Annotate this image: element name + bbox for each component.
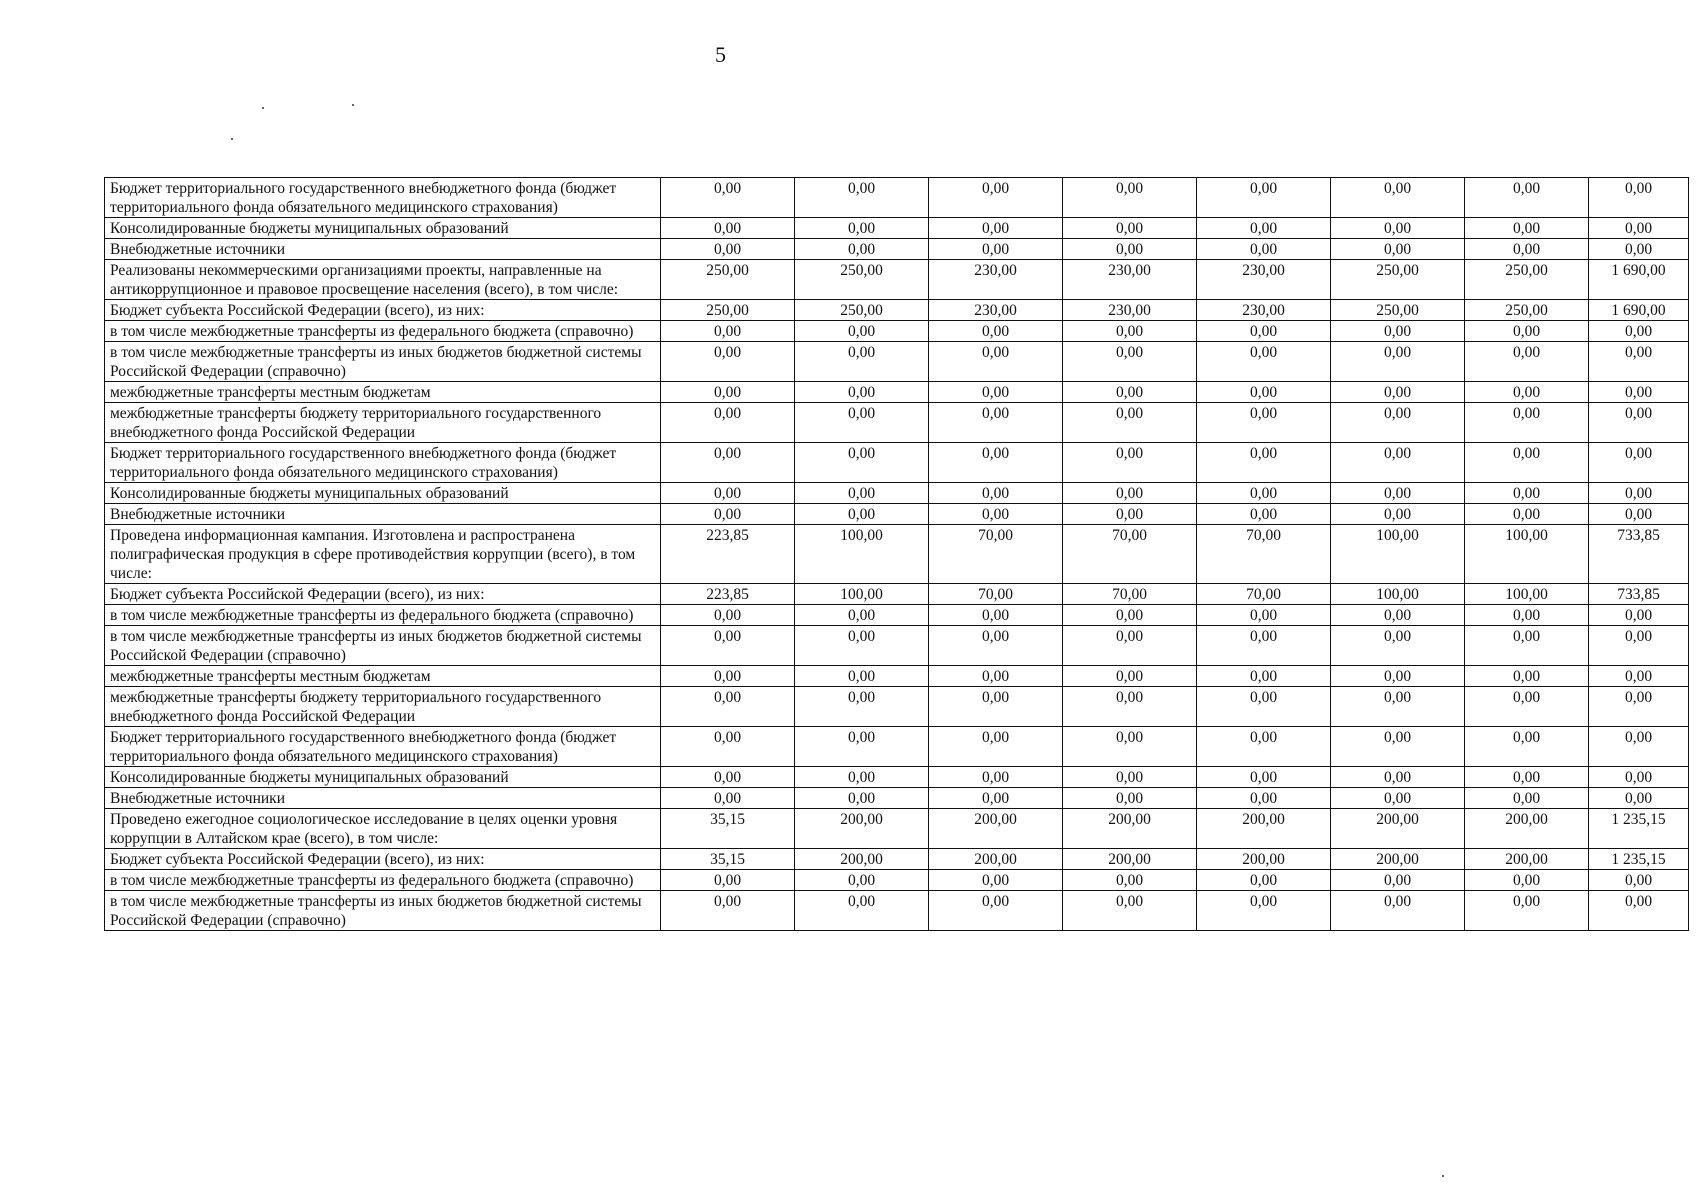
value-cell: 0,00 <box>1063 178 1197 218</box>
value-cell: 250,00 <box>795 300 929 321</box>
table-row <box>105 382 1689 403</box>
scan-speck <box>1442 1175 1444 1177</box>
value-cell: 0,00 <box>1331 605 1465 626</box>
row-label: в том числе межбюджетные трансферты из федерального бюджета (справочно) <box>105 605 661 626</box>
value-cell: 0,00 <box>1197 443 1331 483</box>
value-cell: 0,00 <box>1331 767 1465 788</box>
value-cell: 0,00 <box>1589 870 1689 891</box>
value-cell: 250,00 <box>661 300 795 321</box>
table-row <box>105 809 1689 849</box>
value-cell: 0,00 <box>1589 504 1689 525</box>
value-cell: 0,00 <box>1063 891 1197 931</box>
value-cell: 0,00 <box>1197 626 1331 666</box>
table-body <box>105 178 1689 931</box>
value-cell: 0,00 <box>929 321 1063 342</box>
table-row <box>105 403 1689 443</box>
value-cell: 0,00 <box>661 605 795 626</box>
value-cell: 0,00 <box>795 727 929 767</box>
value-cell: 0,00 <box>795 605 929 626</box>
row-label: Консолидированные бюджеты муниципальных образований <box>105 483 661 504</box>
value-cell: 0,00 <box>1589 321 1689 342</box>
value-cell: 0,00 <box>1465 342 1589 382</box>
row-label: Внебюджетные источники <box>105 788 661 809</box>
value-cell: 0,00 <box>929 687 1063 727</box>
row-label: Консолидированные бюджеты муниципальных образований <box>105 767 661 788</box>
table-row <box>105 767 1689 788</box>
value-cell: 0,00 <box>1589 666 1689 687</box>
value-cell: 0,00 <box>1465 687 1589 727</box>
budget-table <box>104 177 1689 931</box>
value-cell: 0,00 <box>795 178 929 218</box>
value-cell: 0,00 <box>1331 382 1465 403</box>
table-row <box>105 300 1689 321</box>
value-cell: 0,00 <box>795 870 929 891</box>
value-cell: 0,00 <box>1589 605 1689 626</box>
value-cell: 200,00 <box>929 809 1063 849</box>
value-cell: 0,00 <box>661 321 795 342</box>
value-cell: 0,00 <box>1063 342 1197 382</box>
value-cell: 0,00 <box>661 239 795 260</box>
value-cell: 0,00 <box>795 687 929 727</box>
value-cell: 0,00 <box>1063 239 1197 260</box>
value-cell: 0,00 <box>1465 403 1589 443</box>
row-label: Бюджет субъекта Российской Федерации (всего), из них: <box>105 584 661 605</box>
value-cell: 0,00 <box>795 218 929 239</box>
value-cell: 0,00 <box>929 666 1063 687</box>
table-row <box>105 584 1689 605</box>
value-cell: 200,00 <box>1465 849 1589 870</box>
value-cell: 200,00 <box>1063 809 1197 849</box>
value-cell: 0,00 <box>1465 178 1589 218</box>
value-cell: 0,00 <box>661 382 795 403</box>
value-cell: 0,00 <box>661 687 795 727</box>
value-cell: 0,00 <box>1331 626 1465 666</box>
value-cell: 0,00 <box>795 443 929 483</box>
table-row <box>105 483 1689 504</box>
value-cell: 0,00 <box>929 626 1063 666</box>
value-cell: 250,00 <box>1331 300 1465 321</box>
value-cell: 0,00 <box>661 626 795 666</box>
value-cell: 0,00 <box>1197 218 1331 239</box>
value-cell: 0,00 <box>1063 605 1197 626</box>
value-cell: 0,00 <box>1331 870 1465 891</box>
table-row <box>105 605 1689 626</box>
value-cell: 250,00 <box>1465 260 1589 300</box>
page-number: 5 <box>715 42 726 67</box>
value-cell: 0,00 <box>1197 891 1331 931</box>
value-cell: 0,00 <box>1331 788 1465 809</box>
value-cell: 0,00 <box>1465 870 1589 891</box>
value-cell: 0,00 <box>795 321 929 342</box>
value-cell: 0,00 <box>1331 443 1465 483</box>
value-cell: 230,00 <box>929 300 1063 321</box>
value-cell: 0,00 <box>1589 687 1689 727</box>
value-cell: 0,00 <box>1197 727 1331 767</box>
table-row <box>105 870 1689 891</box>
value-cell: 200,00 <box>795 849 929 870</box>
value-cell: 0,00 <box>1197 483 1331 504</box>
value-cell: 0,00 <box>1331 687 1465 727</box>
value-cell: 0,00 <box>929 239 1063 260</box>
value-cell: 223,85 <box>661 584 795 605</box>
table-row <box>105 727 1689 767</box>
table-row <box>105 321 1689 342</box>
value-cell: 0,00 <box>1331 403 1465 443</box>
value-cell: 0,00 <box>1465 239 1589 260</box>
value-cell: 0,00 <box>1589 403 1689 443</box>
value-cell: 35,15 <box>661 809 795 849</box>
value-cell: 0,00 <box>1465 626 1589 666</box>
value-cell: 0,00 <box>1197 767 1331 788</box>
value-cell: 0,00 <box>1589 767 1689 788</box>
value-cell: 0,00 <box>661 218 795 239</box>
value-cell: 0,00 <box>795 382 929 403</box>
value-cell: 250,00 <box>1331 260 1465 300</box>
value-cell: 0,00 <box>1063 788 1197 809</box>
row-label: межбюджетные трансферты бюджету территориального государственного внебюджетного фонда Российской Федерации <box>105 403 661 443</box>
value-cell: 0,00 <box>1197 403 1331 443</box>
value-cell: 70,00 <box>1063 584 1197 605</box>
value-cell: 1 690,00 <box>1589 300 1689 321</box>
value-cell: 0,00 <box>929 483 1063 504</box>
value-cell: 100,00 <box>1465 525 1589 584</box>
value-cell: 0,00 <box>661 870 795 891</box>
value-cell: 0,00 <box>1063 443 1197 483</box>
value-cell: 0,00 <box>661 727 795 767</box>
value-cell: 200,00 <box>1063 849 1197 870</box>
row-label: в том числе межбюджетные трансферты из федерального бюджета (справочно) <box>105 870 661 891</box>
value-cell: 100,00 <box>1331 584 1465 605</box>
value-cell: 0,00 <box>929 891 1063 931</box>
value-cell: 0,00 <box>1063 321 1197 342</box>
value-cell: 0,00 <box>1331 178 1465 218</box>
value-cell: 0,00 <box>1063 727 1197 767</box>
value-cell: 0,00 <box>1331 342 1465 382</box>
value-cell: 0,00 <box>795 891 929 931</box>
value-cell: 0,00 <box>1063 382 1197 403</box>
value-cell: 0,00 <box>1331 504 1465 525</box>
row-label: Реализованы некоммерческими организациями проекты, направленные на антикоррупционное и правовое просвещение населения (всего), в том числе: <box>105 260 661 300</box>
value-cell: 0,00 <box>1465 605 1589 626</box>
value-cell: 70,00 <box>1197 525 1331 584</box>
value-cell: 0,00 <box>1331 239 1465 260</box>
value-cell: 0,00 <box>661 891 795 931</box>
value-cell: 0,00 <box>1063 870 1197 891</box>
row-label: Внебюджетные источники <box>105 239 661 260</box>
value-cell: 230,00 <box>1063 300 1197 321</box>
value-cell: 100,00 <box>1465 584 1589 605</box>
value-cell: 0,00 <box>929 788 1063 809</box>
value-cell: 0,00 <box>1197 504 1331 525</box>
table-row <box>105 218 1689 239</box>
value-cell: 0,00 <box>1589 218 1689 239</box>
value-cell: 100,00 <box>795 584 929 605</box>
value-cell: 0,00 <box>1589 891 1689 931</box>
value-cell: 0,00 <box>1589 483 1689 504</box>
value-cell: 0,00 <box>1063 687 1197 727</box>
value-cell: 200,00 <box>1465 809 1589 849</box>
table-row <box>105 504 1689 525</box>
value-cell: 0,00 <box>795 239 929 260</box>
value-cell: 0,00 <box>1331 666 1465 687</box>
value-cell: 200,00 <box>1331 849 1465 870</box>
value-cell: 0,00 <box>661 666 795 687</box>
value-cell: 0,00 <box>1465 767 1589 788</box>
scan-speck <box>352 104 354 106</box>
row-label: Бюджет субъекта Российской Федерации (всего), из них: <box>105 300 661 321</box>
value-cell: 0,00 <box>1197 666 1331 687</box>
value-cell: 0,00 <box>929 342 1063 382</box>
value-cell: 0,00 <box>1331 483 1465 504</box>
value-cell: 0,00 <box>1331 727 1465 767</box>
table-row <box>105 260 1689 300</box>
value-cell: 200,00 <box>795 809 929 849</box>
table-row <box>105 891 1689 931</box>
value-cell: 230,00 <box>1063 260 1197 300</box>
value-cell: 0,00 <box>1197 342 1331 382</box>
value-cell: 0,00 <box>1589 443 1689 483</box>
value-cell: 70,00 <box>1063 525 1197 584</box>
value-cell: 733,85 <box>1589 584 1689 605</box>
value-cell: 0,00 <box>1465 321 1589 342</box>
value-cell: 0,00 <box>795 342 929 382</box>
value-cell: 0,00 <box>1063 218 1197 239</box>
value-cell: 250,00 <box>661 260 795 300</box>
value-cell: 230,00 <box>1197 300 1331 321</box>
scan-speck <box>262 107 264 109</box>
value-cell: 0,00 <box>1465 727 1589 767</box>
value-cell: 200,00 <box>929 849 1063 870</box>
value-cell: 70,00 <box>929 525 1063 584</box>
value-cell: 0,00 <box>1465 483 1589 504</box>
table-row <box>105 342 1689 382</box>
value-cell: 0,00 <box>929 443 1063 483</box>
value-cell: 0,00 <box>795 483 929 504</box>
value-cell: 0,00 <box>1063 666 1197 687</box>
value-cell: 0,00 <box>661 403 795 443</box>
value-cell: 0,00 <box>661 788 795 809</box>
value-cell: 100,00 <box>1331 525 1465 584</box>
value-cell: 0,00 <box>661 504 795 525</box>
value-cell: 0,00 <box>1063 403 1197 443</box>
value-cell: 0,00 <box>1197 788 1331 809</box>
value-cell: 230,00 <box>929 260 1063 300</box>
value-cell: 0,00 <box>929 504 1063 525</box>
value-cell: 1 690,00 <box>1589 260 1689 300</box>
table-row <box>105 788 1689 809</box>
value-cell: 0,00 <box>661 767 795 788</box>
value-cell: 0,00 <box>929 870 1063 891</box>
value-cell: 0,00 <box>1465 666 1589 687</box>
row-label: в том числе межбюджетные трансферты из иных бюджетов бюджетной системы Российской Федерации (справочно) <box>105 626 661 666</box>
value-cell: 0,00 <box>1589 727 1689 767</box>
row-label: в том числе межбюджетные трансферты из иных бюджетов бюджетной системы Российской Федерации (справочно) <box>105 891 661 931</box>
value-cell: 0,00 <box>1197 687 1331 727</box>
value-cell: 0,00 <box>929 178 1063 218</box>
value-cell: 0,00 <box>1465 443 1589 483</box>
value-cell: 0,00 <box>1197 321 1331 342</box>
value-cell: 0,00 <box>1465 382 1589 403</box>
value-cell: 0,00 <box>795 626 929 666</box>
value-cell: 223,85 <box>661 525 795 584</box>
value-cell: 0,00 <box>1589 342 1689 382</box>
value-cell: 1 235,15 <box>1589 809 1689 849</box>
value-cell: 0,00 <box>1465 218 1589 239</box>
scan-speck <box>231 138 233 140</box>
row-label: Проведена информационная кампания. Изготовлена и распространена полиграфическая продукция в сфере противодействия коррупции (всего), в том числе: <box>105 525 661 584</box>
value-cell: 0,00 <box>795 504 929 525</box>
value-cell: 0,00 <box>1197 870 1331 891</box>
value-cell: 0,00 <box>1063 504 1197 525</box>
value-cell: 0,00 <box>1331 321 1465 342</box>
value-cell: 0,00 <box>1063 767 1197 788</box>
row-label: межбюджетные трансферты местным бюджетам <box>105 382 661 403</box>
value-cell: 250,00 <box>1465 300 1589 321</box>
value-cell: 0,00 <box>1589 626 1689 666</box>
value-cell: 0,00 <box>929 767 1063 788</box>
row-label: межбюджетные трансферты местным бюджетам <box>105 666 661 687</box>
value-cell: 0,00 <box>929 218 1063 239</box>
value-cell: 200,00 <box>1331 809 1465 849</box>
row-label: в том числе межбюджетные трансферты из федерального бюджета (справочно) <box>105 321 661 342</box>
value-cell: 70,00 <box>1197 584 1331 605</box>
table-row <box>105 849 1689 870</box>
value-cell: 250,00 <box>795 260 929 300</box>
row-label: в том числе межбюджетные трансферты из иных бюджетов бюджетной системы Российской Федерации (справочно) <box>105 342 661 382</box>
value-cell: 0,00 <box>795 767 929 788</box>
value-cell: 0,00 <box>795 666 929 687</box>
row-label: Внебюджетные источники <box>105 504 661 525</box>
value-cell: 0,00 <box>929 382 1063 403</box>
table-row <box>105 525 1689 584</box>
value-cell: 0,00 <box>1589 788 1689 809</box>
value-cell: 0,00 <box>795 788 929 809</box>
value-cell: 0,00 <box>1063 483 1197 504</box>
value-cell: 0,00 <box>1465 504 1589 525</box>
table-row <box>105 443 1689 483</box>
row-label: Бюджет территориального государственного внебюджетного фонда (бюджет территориального фонда обязательного медицинского страхования) <box>105 727 661 767</box>
value-cell: 0,00 <box>1197 605 1331 626</box>
value-cell: 35,15 <box>661 849 795 870</box>
value-cell: 733,85 <box>1589 525 1689 584</box>
value-cell: 0,00 <box>1589 178 1689 218</box>
value-cell: 0,00 <box>929 605 1063 626</box>
row-label: Бюджет субъекта Российской Федерации (всего), из них: <box>105 849 661 870</box>
value-cell: 0,00 <box>1589 239 1689 260</box>
value-cell: 0,00 <box>795 403 929 443</box>
value-cell: 200,00 <box>1197 809 1331 849</box>
value-cell: 70,00 <box>929 584 1063 605</box>
value-cell: 0,00 <box>1331 218 1465 239</box>
table-row <box>105 666 1689 687</box>
value-cell: 100,00 <box>795 525 929 584</box>
value-cell: 200,00 <box>1197 849 1331 870</box>
value-cell: 0,00 <box>1465 788 1589 809</box>
table-row <box>105 626 1689 666</box>
value-cell: 0,00 <box>1063 626 1197 666</box>
value-cell: 0,00 <box>929 727 1063 767</box>
value-cell: 0,00 <box>661 342 795 382</box>
value-cell: 0,00 <box>661 178 795 218</box>
table-row <box>105 178 1689 218</box>
row-label: Проведено ежегодное социологическое исследование в целях оценки уровня коррупции в Алтайском крае (всего), в том числе: <box>105 809 661 849</box>
value-cell: 0,00 <box>1197 382 1331 403</box>
value-cell: 0,00 <box>661 443 795 483</box>
value-cell: 0,00 <box>1197 239 1331 260</box>
table-row <box>105 239 1689 260</box>
row-label: межбюджетные трансферты бюджету территориального государственного внебюджетного фонда Российской Федерации <box>105 687 661 727</box>
row-label: Бюджет территориального государственного внебюджетного фонда (бюджет территориального фонда обязательного медицинского страхования) <box>105 443 661 483</box>
value-cell: 0,00 <box>1465 891 1589 931</box>
value-cell: 0,00 <box>661 483 795 504</box>
value-cell: 0,00 <box>1589 382 1689 403</box>
value-cell: 0,00 <box>1197 178 1331 218</box>
row-label: Бюджет территориального государственного внебюджетного фонда (бюджет территориального фонда обязательного медицинского страхования) <box>105 178 661 218</box>
row-label: Консолидированные бюджеты муниципальных образований <box>105 218 661 239</box>
value-cell: 1 235,15 <box>1589 849 1689 870</box>
value-cell: 0,00 <box>1331 891 1465 931</box>
value-cell: 0,00 <box>929 403 1063 443</box>
table-row <box>105 687 1689 727</box>
value-cell: 230,00 <box>1197 260 1331 300</box>
